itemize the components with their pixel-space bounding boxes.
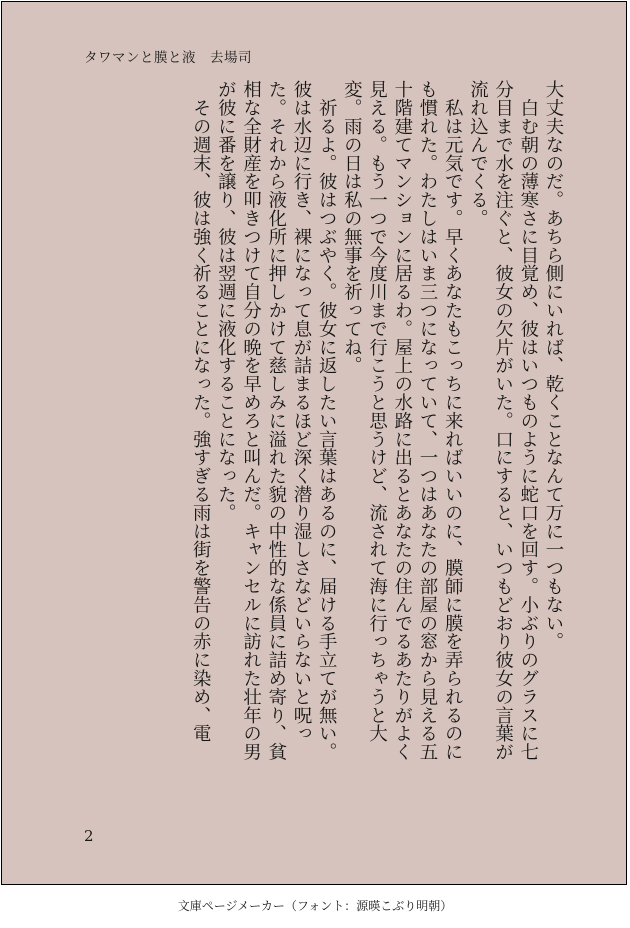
paragraph: 白む朝の薄寒さに目覚め、彼はいつものように蛇口を回す。小ぶりのグラスに七分目まで水を注ぐと、彼女の欠片がいた。口にすると、いつもどおり彼女の言葉が流れ込んでくる。 bbox=[467, 80, 539, 761]
book-page bbox=[1, 1, 627, 885]
vertical-body-text bbox=[76, 80, 566, 770]
running-header: タワマンと膜と液 去場司 bbox=[84, 50, 252, 66]
paragraph: 大丈夫なのだ。あちら側にいれば、乾くことなんて万に一つもない。 bbox=[543, 80, 564, 651]
footer-credit: 文庫ページメーカー（フォント：源暎こぶり明朝） bbox=[177, 899, 453, 913]
paragraph: 私は元気です。早くあなたもこっちに来ればいいのに、膜師に膜を弄られるのにも慣れた。わたしはいま三つになっていて、一つはあなたの部屋の窓から見える五十階建てマンションに居るわ。屋上の水路に出るとあなたの住んでるあたりがよく見える。もう一つで今度川まで行こうと思うけど、流されて海に行っちゃうと大変。雨の日は私の無事を祈ってね。 bbox=[341, 80, 464, 761]
paragraph: その週末、彼は強く祈ることになった。強すぎる雨は街を警告の赤に染め、電 bbox=[190, 80, 212, 743]
paragraph: 祈るよ。彼はつぶやく。彼女に返したい言葉はあるのに、届ける手立てが無い。彼は水辺に行き、裸になって息が詰まるほど深く潜り湿しさなどいらないと呪った。それから液化所に押しかけて慈しみに溢れた貌の中性的な係員に詰め寄り、貧相な全財産を叩きつけて自分の晩を早めろと叫んだ。キャンセルに訪れた壮年の男が彼に番を譲り、彼は翌週に液化することになった。 bbox=[215, 80, 338, 761]
page-number: 2 bbox=[84, 827, 94, 845]
